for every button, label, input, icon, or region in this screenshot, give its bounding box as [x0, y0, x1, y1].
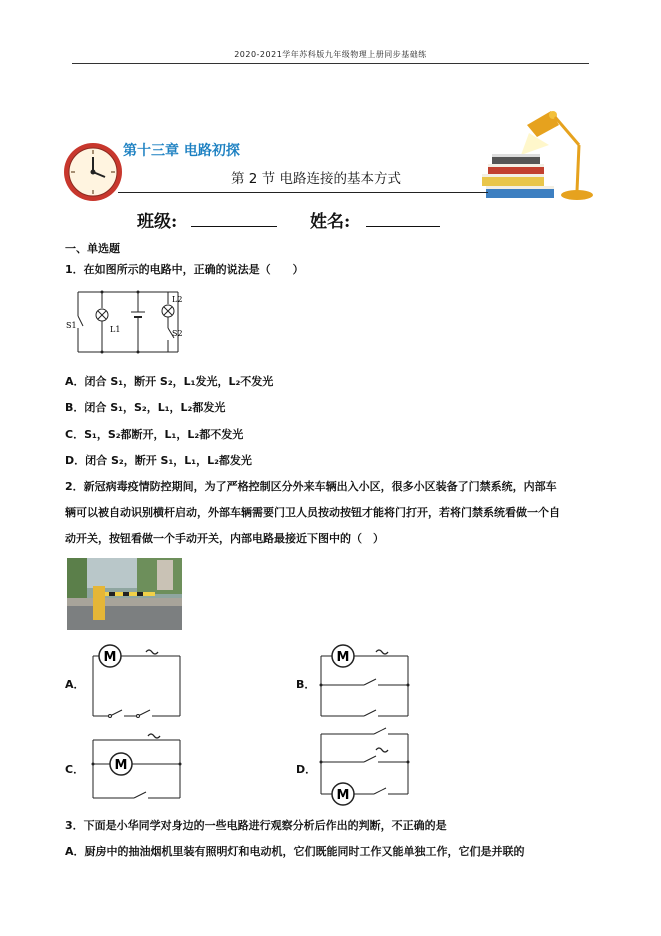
section-heading: 一、单选题 [65, 242, 120, 255]
q2-option-a-label[interactable]: A． [65, 678, 85, 691]
name-label: 姓名: [310, 212, 351, 232]
header-rule [72, 63, 589, 64]
chapter-title: 第十三章 电路初探 [123, 143, 240, 159]
clock-icon [62, 141, 124, 203]
q2-circuit-a [88, 640, 188, 722]
q2-option-c-label[interactable]: C． [65, 763, 85, 776]
gate-barrier-photo [67, 558, 182, 630]
q2-circuit-c [88, 728, 188, 808]
motor-b: M [336, 650, 350, 665]
q2-stem-line-3: 动开关，按钮看做一个手动开关，内部电路最接近下图中的（ ） [65, 532, 384, 545]
q2-stem-line-2: 辆可以被自动识别横杆启动，外部车辆需要门卫人员按动按钮才能将门打开，若将门禁系统看做一个自 [65, 506, 560, 519]
label-s1: S1 [66, 321, 77, 330]
q3-stem: 3．下面是小华同学对身边的一些电路进行观察分析后作出的判断，不正确的是 [65, 819, 447, 832]
q3-option-a[interactable]: A．厨房中的抽油烟机里装有照明灯和电动机，它们既能同时工作又能单独工作，它们是并联的 [65, 845, 525, 858]
class-blank[interactable] [191, 226, 277, 227]
label-l1: L1 [110, 325, 121, 334]
section-title: 第 2 节 电路连接的基本方式 [231, 171, 401, 187]
q1-circuit-figure [68, 288, 188, 360]
book-stack-icon [480, 152, 560, 202]
q2-option-b-label[interactable]: B． [296, 678, 316, 691]
label-s2: S2 [172, 329, 183, 338]
q2-stem [65, 474, 595, 552]
label-l2: L2 [172, 295, 183, 304]
q2-circuit-b [316, 640, 416, 722]
motor-c: M [114, 758, 128, 773]
name-blank[interactable] [366, 226, 440, 227]
q2-circuit-d [316, 728, 416, 810]
q1-stem: 1．在如图所示的电路中，正确的说法是（ ） [65, 263, 304, 276]
class-label: 班级: [137, 212, 178, 232]
title-rule [118, 192, 488, 193]
q2-stem-line-1: 2．新冠病毒疫情防控期间，为了严格控制区分外来车辆出入小区，很多小区装备了门禁系统，内部车 [65, 480, 557, 493]
q1-option-a[interactable]: A．闭合 S₁，断开 S₂，L₁发光，L₂不发光 [65, 375, 274, 388]
q1-option-b[interactable]: B．闭合 S₁，S₂，L₁，L₂都发光 [65, 401, 226, 414]
q1-option-c[interactable]: C．S₁，S₂都断开，L₁，L₂都不发光 [65, 428, 244, 441]
motor-d: M [336, 788, 350, 803]
q1-option-d[interactable]: D．闭合 S₂，断开 S₁，L₁，L₂都发光 [65, 454, 252, 467]
motor-a: M [103, 650, 117, 665]
running-header: 2020-2021学年苏科版九年级物理上册同步基础练 [234, 50, 427, 59]
q2-option-d-label[interactable]: D． [296, 763, 317, 776]
